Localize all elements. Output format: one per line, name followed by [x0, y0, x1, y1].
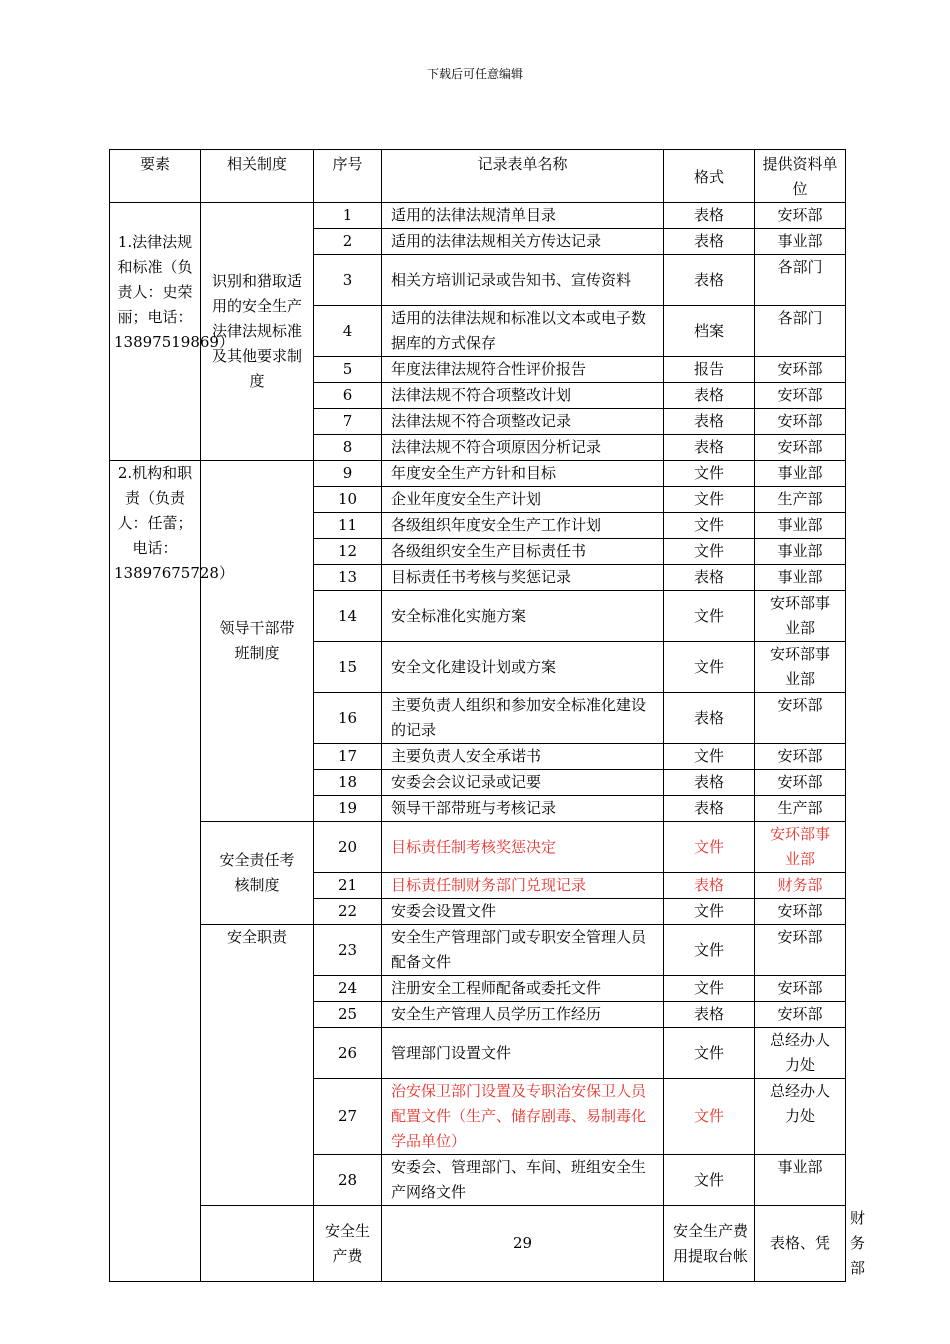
- format-cell: 档案: [664, 306, 755, 357]
- system-cell-3: 安全责任考核制度: [201, 822, 314, 925]
- name-cell: 相关方培训记录或告知书、宣传资料: [382, 255, 664, 306]
- unit-cell: 各部门: [755, 306, 846, 357]
- table-row: [110, 461, 846, 487]
- unit-cell: 安环部: [755, 383, 846, 409]
- unit-cell: 安环部: [755, 1002, 846, 1028]
- format-cell: 文件: [664, 822, 755, 873]
- name-cell: 领导干部带班与考核记录: [382, 796, 664, 822]
- format-cell: 表格、凭: [755, 1206, 846, 1282]
- format-cell: 表格: [664, 873, 755, 899]
- seq-cell: 19: [314, 796, 382, 822]
- unit-cell: 财务部: [755, 873, 846, 899]
- system-cell-4: 安全职责: [201, 925, 314, 1206]
- element-cell-2: 2.机构和职责（负责人：任蕾；电话：13897675728）: [110, 461, 201, 1282]
- seq-cell: 23: [314, 925, 382, 976]
- format-cell: 文件: [664, 1028, 755, 1079]
- format-cell: 报告: [664, 357, 755, 383]
- unit-cell: 安环部事业部: [755, 591, 846, 642]
- seq-cell: 24: [314, 976, 382, 1002]
- unit-cell: 安环部: [755, 409, 846, 435]
- seq-cell: 26: [314, 1028, 382, 1079]
- seq-cell: 21: [314, 873, 382, 899]
- name-cell: 各级组织年度安全生产工作计划: [382, 513, 664, 539]
- format-cell: 表格: [664, 203, 755, 229]
- seq-cell: 1: [314, 203, 382, 229]
- name-cell: 安全生产管理人员学历工作经历: [382, 1002, 664, 1028]
- name-cell: 安委会设置文件: [382, 899, 664, 925]
- format-cell: 表格: [664, 383, 755, 409]
- seq-cell: 25: [314, 1002, 382, 1028]
- format-cell: 表格: [664, 565, 755, 591]
- seq-cell: 6: [314, 383, 382, 409]
- col-header-system: 相关制度: [201, 150, 314, 203]
- name-cell: 法律法规不符合项整改计划: [382, 383, 664, 409]
- format-cell: 表格: [664, 409, 755, 435]
- format-cell: 表格: [664, 229, 755, 255]
- unit-cell: 总经办人力处: [755, 1079, 846, 1155]
- format-cell: 文件: [664, 1079, 755, 1155]
- seq-cell: 20: [314, 822, 382, 873]
- unit-cell: 安环部事业部: [755, 642, 846, 693]
- format-cell: 表格: [664, 796, 755, 822]
- seq-cell: 2: [314, 229, 382, 255]
- format-cell: 表格: [664, 255, 755, 306]
- name-cell: 安全生产管理部门或专职安全管理人员配备文件: [382, 925, 664, 976]
- name-cell: 年度法律法规符合性评价报告: [382, 357, 664, 383]
- seq-cell: 10: [314, 487, 382, 513]
- unit-cell: 事业部: [755, 1155, 846, 1206]
- seq-cell: 11: [314, 513, 382, 539]
- system-cell-2: 领导干部带班制度: [201, 461, 314, 822]
- seq-cell: 28: [314, 1155, 382, 1206]
- table-row: [110, 822, 846, 873]
- format-cell: 文件: [664, 744, 755, 770]
- name-cell: 法律法规不符合项整改记录: [382, 409, 664, 435]
- unit-cell: 安环部: [755, 976, 846, 1002]
- table-row: [110, 203, 846, 229]
- unit-cell: 安环部: [755, 925, 846, 976]
- format-cell: 文件: [664, 539, 755, 565]
- name-cell: 治安保卫部门设置及专职治安保卫人员配置文件（生产、储存剧毒、易制毒化学品单位）: [382, 1079, 664, 1155]
- seq-cell: 18: [314, 770, 382, 796]
- table-row: 安全生产费 29 安全生产费用提取台帐 表格、凭 财务部: [110, 1206, 846, 1282]
- col-header-format: 格式: [664, 150, 755, 203]
- seq-cell: 7: [314, 409, 382, 435]
- name-cell: 目标责任书考核与奖惩记录: [382, 565, 664, 591]
- seq-cell: 4: [314, 306, 382, 357]
- name-cell: 年度安全生产方针和目标: [382, 461, 664, 487]
- name-cell: 安委会、管理部门、车间、班组安全生产网络文件: [382, 1155, 664, 1206]
- format-cell: 文件: [664, 591, 755, 642]
- name-cell: 管理部门设置文件: [382, 1028, 664, 1079]
- element-cell-1: 1.法律法规和标准（负责人：史荣丽；电话：13897519869）: [110, 203, 201, 461]
- page-header-note: 下载后可任意编辑: [426, 67, 523, 81]
- name-cell: 各级组织安全生产目标责任书: [382, 539, 664, 565]
- seq-cell: 12: [314, 539, 382, 565]
- name-cell: 安全文化建设计划或方案: [382, 642, 664, 693]
- seq-cell: 9: [314, 461, 382, 487]
- col-header-name: 记录表单名称: [382, 150, 664, 203]
- records-table: [109, 149, 866, 1282]
- format-cell: 表格: [664, 693, 755, 744]
- system-cell-1: 识别和猎取适用的安全生产法律法规标准及其他要求制度: [201, 203, 314, 461]
- seq-cell: 8: [314, 435, 382, 461]
- name-cell: 法律法规不符合项原因分析记录: [382, 435, 664, 461]
- format-cell: 表格: [664, 435, 755, 461]
- name-cell: 安全标准化实施方案: [382, 591, 664, 642]
- format-cell: 文件: [664, 642, 755, 693]
- unit-cell: 安环部事业部: [755, 822, 846, 873]
- seq-cell: 17: [314, 744, 382, 770]
- unit-cell: 总经办人力处: [755, 1028, 846, 1079]
- seq-cell: 14: [314, 591, 382, 642]
- seq-cell: 3: [314, 255, 382, 306]
- table-row: [110, 925, 846, 976]
- seq-cell: 13: [314, 565, 382, 591]
- format-cell: 表格: [664, 770, 755, 796]
- unit-cell: 安环部: [755, 435, 846, 461]
- format-cell: 文件: [664, 899, 755, 925]
- unit-cell: 生产部: [755, 796, 846, 822]
- seq-cell: 29: [382, 1206, 664, 1282]
- col-header-seq: 序号: [314, 150, 382, 203]
- name-cell: 适用的法律法规相关方传达记录: [382, 229, 664, 255]
- unit-cell: 事业部: [755, 565, 846, 591]
- unit-cell: 生产部: [755, 487, 846, 513]
- name-cell: 注册安全工程师配备或委托文件: [382, 976, 664, 1002]
- format-cell: 文件: [664, 1155, 755, 1206]
- format-cell: 表格: [664, 1002, 755, 1028]
- unit-cell: 安环部: [755, 357, 846, 383]
- unit-cell: 事业部: [755, 229, 846, 255]
- unit-cell: 事业部: [755, 513, 846, 539]
- format-cell: 文件: [664, 487, 755, 513]
- unit-cell: 事业部: [755, 461, 846, 487]
- name-cell: 企业年度安全生产计划: [382, 487, 664, 513]
- seq-cell: 22: [314, 899, 382, 925]
- name-cell: 安委会会议记录或记要: [382, 770, 664, 796]
- unit-cell: 安环部: [755, 693, 846, 744]
- col-header-element: 要素: [110, 150, 201, 203]
- element-cell-3: [201, 1206, 314, 1282]
- format-cell: 文件: [664, 461, 755, 487]
- unit-cell: 各部门: [755, 255, 846, 306]
- name-cell: 安全生产费用提取台帐: [664, 1206, 755, 1282]
- name-cell: 主要负责人安全承诺书: [382, 744, 664, 770]
- name-cell: 适用的法律法规和标准以文本或电子数据库的方式保存: [382, 306, 664, 357]
- col-header-unit: 提供资料单位: [755, 150, 846, 203]
- name-cell: 目标责任制考核奖惩决定: [382, 822, 664, 873]
- unit-cell: 安环部: [755, 770, 846, 796]
- format-cell: 文件: [664, 513, 755, 539]
- table-header-row: [110, 150, 846, 203]
- system-cell-5: 安全生产费: [314, 1206, 382, 1282]
- format-cell: 文件: [664, 976, 755, 1002]
- seq-cell: 15: [314, 642, 382, 693]
- format-cell: 文件: [664, 925, 755, 976]
- unit-cell: 安环部: [755, 899, 846, 925]
- seq-cell: 5: [314, 357, 382, 383]
- name-cell: 适用的法律法规清单目录: [382, 203, 664, 229]
- seq-cell: 16: [314, 693, 382, 744]
- seq-cell: 27: [314, 1079, 382, 1155]
- unit-cell: 安环部: [755, 744, 846, 770]
- unit-cell: 事业部: [755, 539, 846, 565]
- unit-cell: 安环部: [755, 203, 846, 229]
- name-cell: 目标责任制财务部门兑现记录: [382, 873, 664, 899]
- name-cell: 主要负责人组织和参加安全标准化建设的记录: [382, 693, 664, 744]
